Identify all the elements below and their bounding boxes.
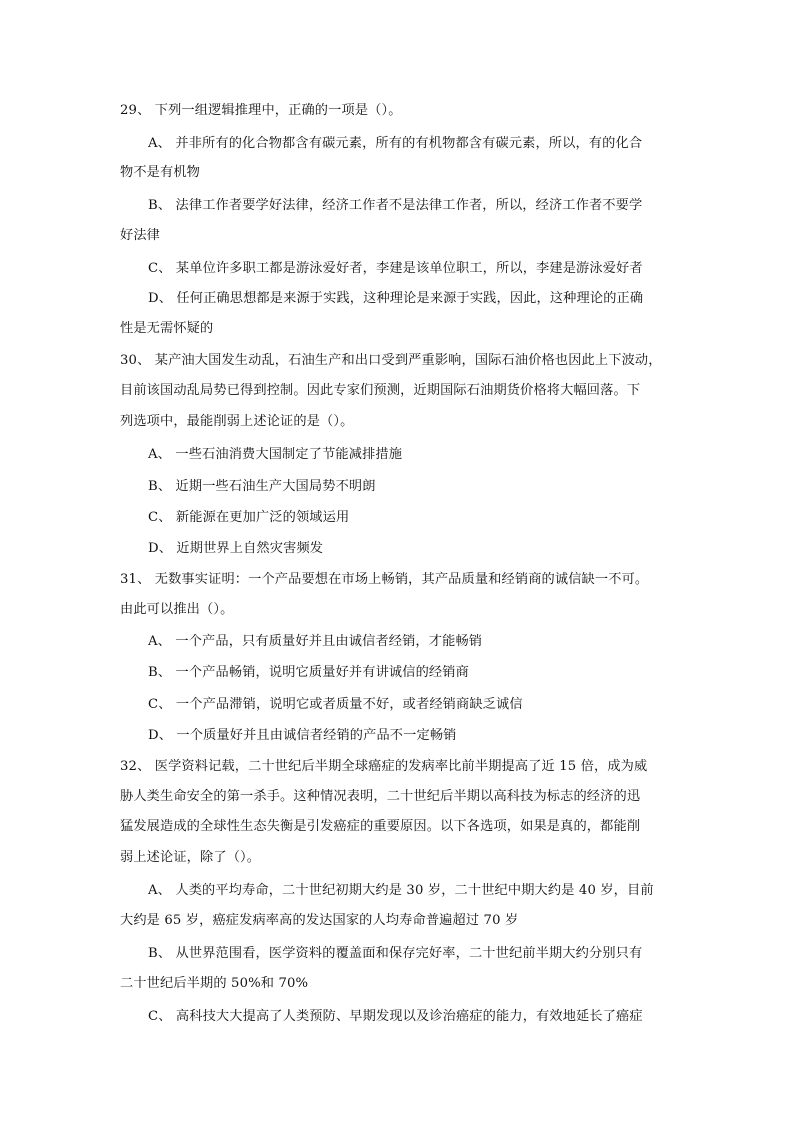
question-32-stem-line-3: 猛发展造成的全球性生态失衡是引发癌症的重要原因。以下各选项，如果是真的，都能削 (120, 819, 641, 834)
question-32-option-a: A、 人类的平均寿命，二十世纪初期大约是 30 岁，二十世纪中期大约是 40 岁，目前 (148, 883, 654, 898)
question-29-option-a-continued: 物不是有机物 (120, 165, 201, 180)
question-32-option-a-continued: 大约是 65 岁，癌症发病率高的发达国家的人均寿命普遍超过 70 岁 (120, 913, 519, 928)
question-29-option-a: A、 并非所有的化合物都含有碳元素，所有的有机物都含有碳元素，所以，有的化合 (148, 136, 643, 151)
question-29-stem: 29、 下列一组逻辑推理中，正确的一项是（）。 (120, 103, 402, 118)
question-29-option-b-continued: 好法律 (120, 228, 161, 243)
question-30-option-b: B、 近期一些石油生产大国局势不明朗 (148, 479, 376, 494)
question-32-stem-line-1: 32、 医学资料记载，二十世纪后半期全球癌症的发病率比前半期提高了近 15 倍，成为威 (120, 759, 648, 774)
question-32-option-b: B、 从世界范围看，医学资料的覆盖面和保存完好率，二十世纪前半期大约分别只有 (148, 946, 643, 961)
question-31-option-d: D、 一个质量好并且由诚信者经销的产品不一定畅销 (148, 728, 457, 743)
question-29-option-d-continued: 性是无需怀疑的 (120, 321, 214, 336)
question-30-option-c: C、 新能源在更加广泛的领域运用 (148, 510, 350, 525)
question-31-option-c: C、 一个产品滞销，说明它或者质量不好，或者经销商缺乏诚信 (148, 697, 523, 712)
question-31-stem-line-2: 由此可以推出（）。 (120, 602, 234, 617)
question-32-stem-line-4: 弱上述论证，除了（）。 (120, 850, 261, 865)
question-30-option-d: D、 近期世界上自然灾害频发 (148, 541, 324, 556)
question-30-option-a: A、 一些石油消费大国制定了节能减排措施 (148, 447, 403, 462)
question-32-option-b-continued: 二十世纪后半期的 50%和 70% (120, 976, 309, 991)
question-32-stem-line-2: 胁人类生命安全的第一杀手。这种情况表明，二十世纪后半期以高科技为标志的经济的迅 (120, 789, 641, 804)
question-31-stem-line-1: 31、 无数事实证明：一个产品要想在市场上畅销，其产品质量和经销商的诚信缺一不可。 (120, 572, 649, 587)
question-30-stem-line-1: 30、 某产油大国发生动乱，石油生产和出口受到严重影响，国际石油价格也因此上下波动， (120, 353, 662, 368)
question-31-option-b: B、 一个产品畅销，说明它质量好并有讲诚信的经销商 (148, 665, 469, 680)
question-29-option-b: B、 法律工作者要学好法律，经济工作者不是法律工作者，所以，经济工作者不要学 (148, 198, 643, 213)
question-29-option-d: D、 任何正确思想都是来源于实践，这种理论是来源于实践，因此，这种理论的正确 (148, 291, 644, 306)
question-30-stem-line-3: 列选项中，最能削弱上述论证的是（）。 (120, 414, 354, 429)
question-29-option-c: C、 某单位许多职工都是游泳爱好者，李建是该单位职工，所以，李建是游泳爱好者 (148, 261, 643, 276)
question-32-option-c: C、 高科技大大提高了人类预防、早期发现以及诊治癌症的能力，有效地延长了癌症 (148, 1009, 643, 1024)
question-30-stem-line-2: 目前该国动乱局势已得到控制。因此专家们预测，近期国际石油期货价格将大幅回落。下 (120, 383, 641, 398)
question-31-option-a: A、 一个产品，只有质量好并且由诚信者经销，才能畅销 (148, 634, 483, 649)
